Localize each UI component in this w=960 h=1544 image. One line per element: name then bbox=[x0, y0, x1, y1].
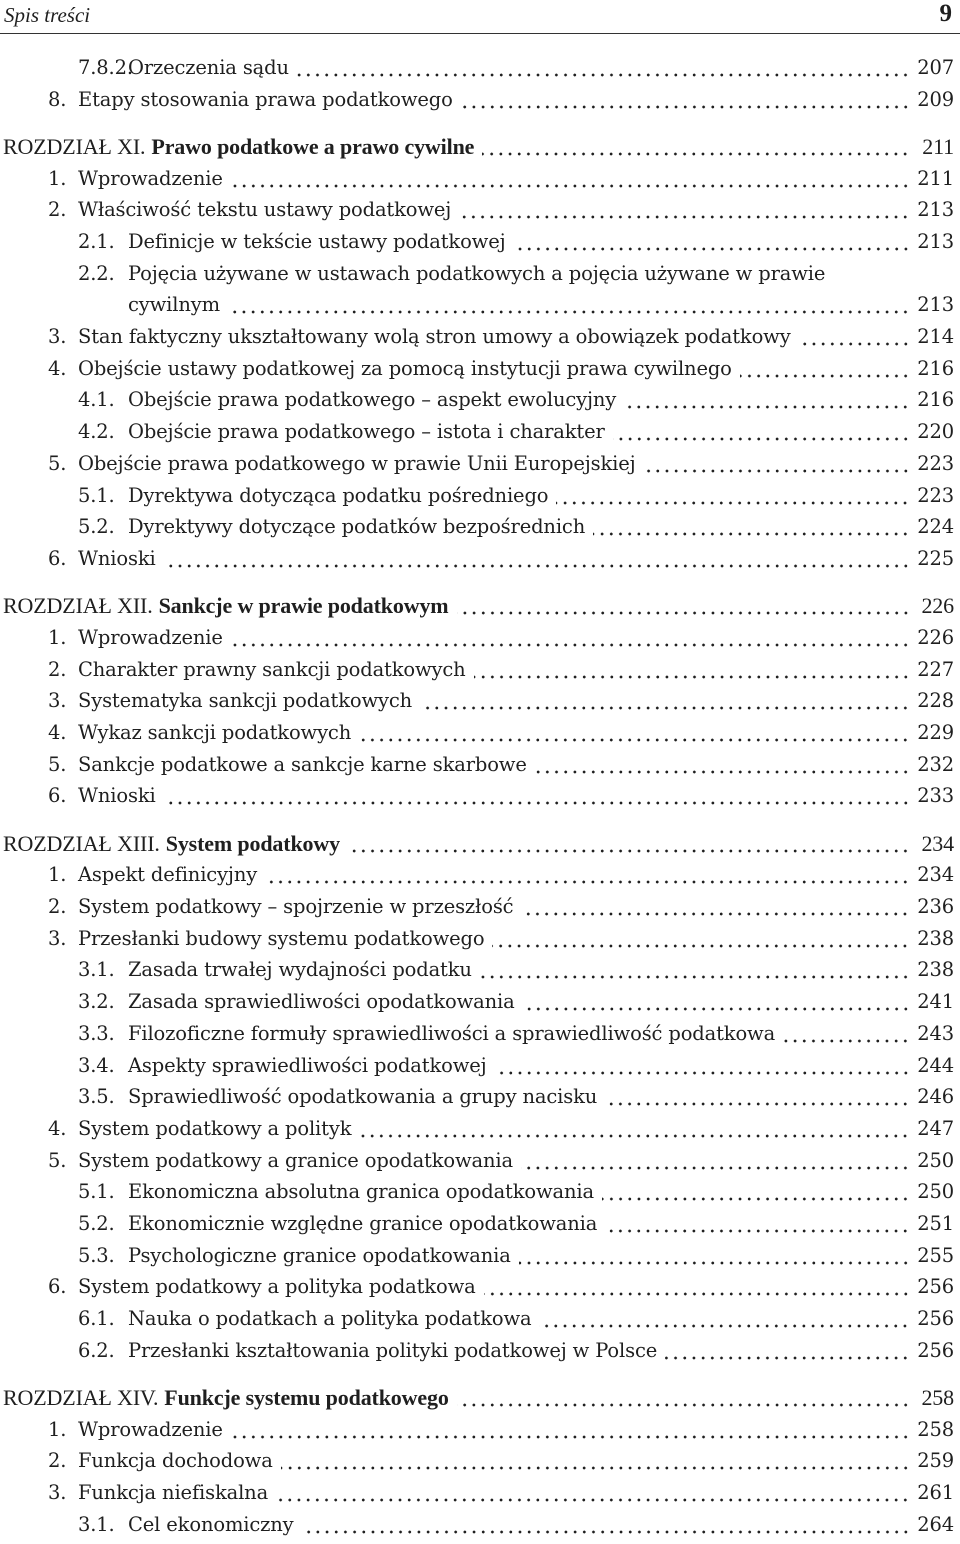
toc-entry-title: Przesłanki budowy systemu podatkowego bbox=[78, 927, 485, 950]
toc-entry-title: cywilnym bbox=[128, 293, 220, 316]
toc-page-number: 207 bbox=[917, 56, 954, 79]
toc-entry bbox=[0, 163, 960, 195]
toc-entry-title: Wnioski bbox=[78, 547, 156, 570]
toc-page-number: 227 bbox=[917, 658, 954, 681]
toc-entry-title: Charakter prawny sankcji podatkowych bbox=[78, 658, 466, 681]
toc-entry-title: System podatkowy a polityka podatkowa bbox=[78, 1275, 476, 1298]
toc-page-number: 236 bbox=[917, 895, 954, 918]
dot-leader bbox=[482, 152, 910, 156]
header-divider bbox=[0, 33, 960, 34]
toc-entry-title: Cel ekonomiczny bbox=[128, 1513, 294, 1536]
dot-leader bbox=[359, 738, 910, 742]
toc-page-number: 229 bbox=[917, 721, 954, 744]
dot-leader bbox=[492, 944, 910, 948]
toc-entry-title: Filozoficzne formuły sprawiedliwości a sprawiedliwość podatkowa bbox=[128, 1022, 776, 1045]
toc-entry-number: 7.8.2. bbox=[78, 56, 133, 79]
dot-leader bbox=[605, 1102, 910, 1106]
toc-entry-number: ROZDZIAŁ XIV. bbox=[3, 1385, 159, 1410]
toc-page-number: 226 bbox=[921, 593, 954, 618]
toc-entry bbox=[0, 226, 960, 258]
toc-entry bbox=[0, 1145, 960, 1177]
toc-entry-number: 3.2. bbox=[78, 990, 115, 1013]
toc-page-number: 213 bbox=[917, 198, 954, 221]
toc-entry-number: 3. bbox=[48, 1481, 67, 1504]
toc-entry bbox=[0, 1509, 960, 1541]
toc-entry-number: 6. bbox=[48, 547, 67, 570]
dot-leader bbox=[783, 1039, 910, 1043]
toc-entry-title: Ekonomiczna absolutna granica opodatkowania bbox=[128, 1180, 594, 1203]
toc-entry-title: Wykaz sankcji podatkowych bbox=[78, 721, 352, 744]
toc-entry-number: 2. bbox=[48, 895, 67, 918]
dot-leader bbox=[459, 215, 910, 219]
toc-entry bbox=[0, 1176, 960, 1208]
toc-entry-title: Nauka o podatkach a polityka podatkowa bbox=[128, 1307, 532, 1330]
toc-entry-number: 6.2. bbox=[78, 1339, 115, 1362]
toc-page-number: 258 bbox=[921, 1385, 954, 1410]
toc-chapter-heading bbox=[0, 590, 960, 622]
toc-entry-number: 4. bbox=[48, 1117, 67, 1140]
toc-page-number: 256 bbox=[917, 1339, 954, 1362]
toc-entry-title: Obejście ustawy podatkowej za pomocą instytucji prawa cywilnego bbox=[78, 357, 732, 380]
toc-entry-title: Funkcje systemu podatkowego bbox=[164, 1385, 449, 1410]
toc-entry-number: 6. bbox=[48, 1275, 67, 1298]
toc-entry-number: 1. bbox=[48, 863, 67, 886]
toc-entry bbox=[0, 685, 960, 717]
toc-page-number: 216 bbox=[917, 357, 954, 380]
toc-entry-number: 5.3. bbox=[78, 1244, 115, 1267]
dot-leader bbox=[539, 1324, 910, 1328]
toc-page-number: 234 bbox=[921, 831, 954, 856]
toc-page-number: 233 bbox=[917, 784, 954, 807]
toc-chapter-heading bbox=[0, 1382, 960, 1414]
toc-entry bbox=[0, 1018, 960, 1050]
dot-leader bbox=[613, 437, 910, 441]
toc-entry-title: Aspekty sprawiedliwości podatkowej bbox=[128, 1054, 487, 1077]
toc-entry bbox=[0, 1050, 960, 1082]
toc-entry-number: 3.3. bbox=[78, 1022, 115, 1045]
toc-page-number: 209 bbox=[917, 88, 954, 111]
toc-entry-title: Sankcje podatkowe a sankcje karne skarbowe bbox=[78, 753, 527, 776]
toc-entry bbox=[0, 543, 960, 575]
toc-entry bbox=[0, 717, 960, 749]
toc-page-number: 224 bbox=[917, 515, 954, 538]
toc-entry-title: Właściwość tekstu ustawy podatkowej bbox=[78, 198, 452, 221]
toc-page-number: 244 bbox=[917, 1054, 954, 1077]
toc-page-number: 223 bbox=[917, 452, 954, 475]
toc-entry-title: Wprowadzenie bbox=[78, 626, 223, 649]
toc-entry-number: 2. bbox=[48, 658, 67, 681]
toc-entry bbox=[0, 416, 960, 448]
dot-leader bbox=[228, 310, 910, 314]
toc-page-number: 232 bbox=[917, 753, 954, 776]
toc-entry-number: 3.4. bbox=[78, 1054, 115, 1077]
dot-leader bbox=[556, 501, 910, 505]
toc-entry-number: 5.1. bbox=[78, 484, 115, 507]
dot-leader bbox=[461, 105, 910, 109]
toc-entry-title: Orzeczenia sądu bbox=[128, 56, 289, 79]
dot-leader bbox=[359, 1134, 910, 1138]
dot-leader bbox=[535, 770, 910, 774]
toc-entry bbox=[0, 923, 960, 955]
toc-page-number: 238 bbox=[917, 927, 954, 950]
toc-entry-number: 4.1. bbox=[78, 388, 115, 411]
toc-entry-number: 1. bbox=[48, 167, 67, 190]
toc-page-number: 223 bbox=[917, 484, 954, 507]
toc-entry-title: Funkcja dochodowa bbox=[78, 1449, 273, 1472]
running-title: Spis treści bbox=[4, 3, 91, 27]
toc-entry-title: Definicje w tekście ustawy podatkowej bbox=[128, 230, 506, 253]
dot-leader bbox=[523, 1007, 910, 1011]
toc-entry-title: Wprowadzenie bbox=[78, 1418, 223, 1441]
toc-entry-number: 3.1. bbox=[78, 958, 115, 981]
toc-entry-number: 3. bbox=[48, 325, 67, 348]
toc-page-number: 211 bbox=[917, 167, 954, 190]
toc-page-number: 216 bbox=[917, 388, 954, 411]
dot-leader bbox=[480, 975, 910, 979]
toc-page-number: 247 bbox=[917, 1117, 954, 1140]
toc-entry-number: 5. bbox=[48, 452, 67, 475]
toc-entry-title: Obejście prawa podatkowego – istota i charakter bbox=[128, 420, 605, 443]
toc-entry bbox=[0, 194, 960, 226]
toc-entry-title: Psychologiczne granice opodatkowania bbox=[128, 1244, 511, 1267]
page-number: 9 bbox=[939, 0, 952, 27]
dot-leader bbox=[484, 1292, 910, 1296]
toc-entry-number: 5. bbox=[48, 1149, 67, 1172]
dot-leader bbox=[231, 643, 910, 647]
toc-page-number: 246 bbox=[917, 1085, 954, 1108]
toc-entry-title: Prawo podatkowe a prawo cywilne bbox=[151, 134, 475, 159]
toc-entry-title: System podatkowy a polityk bbox=[78, 1117, 352, 1140]
toc-page-number: 213 bbox=[917, 293, 954, 316]
toc-entry bbox=[0, 1303, 960, 1335]
toc-chapter-heading bbox=[0, 828, 960, 860]
toc-page-number: 256 bbox=[917, 1275, 954, 1298]
toc-page-number: 213 bbox=[917, 230, 954, 253]
toc-entry bbox=[0, 859, 960, 891]
page-header bbox=[0, 0, 960, 34]
toc-entry-number: 5.2. bbox=[78, 515, 115, 538]
toc-entry-title: Systematyka sankcji podatkowych bbox=[78, 689, 413, 712]
toc-entry bbox=[0, 780, 960, 812]
toc-entry-number: 2. bbox=[48, 1449, 67, 1472]
toc-entry bbox=[0, 1335, 960, 1367]
toc-entry-title: Dyrektywy dotyczące podatków bezpośrednich bbox=[128, 515, 586, 538]
toc-page-number: 241 bbox=[917, 990, 954, 1013]
toc-entry-title: System podatkowy a granice opodatkowania bbox=[78, 1149, 513, 1172]
toc-page-number: 264 bbox=[917, 1513, 954, 1536]
toc-entry bbox=[0, 511, 960, 543]
toc-entry-number: ROZDZIAŁ XII. bbox=[3, 593, 153, 618]
toc-entry-number: 2.2. bbox=[78, 262, 115, 285]
toc-entry-number: 1. bbox=[48, 626, 67, 649]
toc-entry bbox=[0, 1271, 960, 1303]
dot-leader bbox=[740, 374, 910, 378]
dot-leader bbox=[514, 247, 911, 251]
dot-leader bbox=[420, 706, 910, 710]
dot-leader bbox=[457, 611, 911, 615]
toc-entry-title: Wprowadzenie bbox=[78, 167, 223, 190]
toc-page-number: 251 bbox=[917, 1212, 954, 1235]
toc-chapter-heading bbox=[0, 131, 960, 163]
toc-entry bbox=[0, 749, 960, 781]
toc-page-number: 261 bbox=[917, 1481, 954, 1504]
toc-entry bbox=[0, 321, 960, 353]
toc-entry-title: Sprawiedliwość opodatkowania a grupy nacisku bbox=[128, 1085, 598, 1108]
dot-leader bbox=[231, 184, 910, 188]
toc-page-number: 250 bbox=[917, 1180, 954, 1203]
toc-page-number: 226 bbox=[917, 626, 954, 649]
toc-entry-number: ROZDZIAŁ XIII. bbox=[3, 831, 160, 856]
toc-page-number: 234 bbox=[917, 863, 954, 886]
toc-entry-number: 4. bbox=[48, 357, 67, 380]
toc-entry bbox=[0, 384, 960, 416]
toc-entry-number: 5. bbox=[48, 753, 67, 776]
toc-entry bbox=[0, 891, 960, 923]
toc-entry bbox=[0, 448, 960, 480]
toc-entry-number: 5.2. bbox=[78, 1212, 115, 1235]
toc-page-number: 211 bbox=[922, 134, 954, 159]
toc-entry-number: 3. bbox=[48, 927, 67, 950]
dot-leader bbox=[297, 73, 910, 77]
toc-page-number: 243 bbox=[917, 1022, 954, 1045]
dot-leader bbox=[265, 880, 910, 884]
toc-entry bbox=[0, 258, 960, 290]
toc-entry bbox=[0, 353, 960, 385]
toc-page-number: 258 bbox=[917, 1418, 954, 1441]
toc-entry-number: 6. bbox=[48, 784, 67, 807]
toc-entry-title: Ekonomicznie względne granice opodatkowania bbox=[128, 1212, 598, 1235]
toc-entry bbox=[0, 1477, 960, 1509]
dot-leader bbox=[164, 564, 910, 568]
toc-entry-title: Wnioski bbox=[78, 784, 156, 807]
toc-entry-title: Obejście prawa podatkowego w prawie Unii Europejskiej bbox=[78, 452, 636, 475]
dot-leader bbox=[457, 1403, 910, 1407]
toc-entry bbox=[0, 289, 960, 321]
toc-entry-title: Stan faktyczny ukształtowany wolą stron umowy a obowiązek podatkowy bbox=[78, 325, 791, 348]
toc-entry-number: 3. bbox=[48, 689, 67, 712]
dot-leader bbox=[799, 342, 910, 346]
toc-entry-number: 3.1. bbox=[78, 1513, 115, 1536]
toc-entry-title: Etapy stosowania prawa podatkowego bbox=[78, 88, 453, 111]
toc-entry-title: Zasada sprawiedliwości opodatkowania bbox=[128, 990, 515, 1013]
toc-page-number: 238 bbox=[917, 958, 954, 981]
dot-leader bbox=[593, 532, 910, 536]
toc-entry-number: 2. bbox=[48, 198, 67, 221]
dot-leader bbox=[605, 1229, 910, 1233]
toc-page-number: 228 bbox=[917, 689, 954, 712]
toc-page-number: 225 bbox=[917, 547, 954, 570]
dot-leader bbox=[281, 1466, 910, 1470]
toc-entry bbox=[0, 1208, 960, 1240]
toc-entry-title: Aspekt definicyjny bbox=[78, 863, 258, 886]
toc-entry-number: 3.5. bbox=[78, 1085, 115, 1108]
dot-leader bbox=[276, 1498, 910, 1502]
toc-entry-title: Funkcja niefiskalna bbox=[78, 1481, 269, 1504]
toc-page-number: 220 bbox=[917, 420, 954, 443]
toc-entry bbox=[0, 622, 960, 654]
toc-entry bbox=[0, 954, 960, 986]
toc-entry-title: System podatkowy – spojrzenie w przeszłość bbox=[78, 895, 514, 918]
dot-leader bbox=[521, 1166, 910, 1170]
toc-entry-number: 5.1. bbox=[78, 1180, 115, 1203]
toc-entry bbox=[0, 52, 960, 84]
dot-leader bbox=[302, 1530, 910, 1534]
toc-page-number: 255 bbox=[917, 1244, 954, 1267]
toc-entry bbox=[0, 480, 960, 512]
toc-entry-title: Zasada trwałej wydajności podatku bbox=[128, 958, 472, 981]
toc-entry-title: Przesłanki kształtowania polityki podatkowej w Polsce bbox=[128, 1339, 658, 1362]
toc-entry bbox=[0, 986, 960, 1018]
dot-leader bbox=[602, 1197, 910, 1201]
toc-entry-number: 8. bbox=[48, 88, 67, 111]
dot-leader bbox=[624, 405, 910, 409]
toc-entry bbox=[0, 1414, 960, 1446]
toc-page-number: 214 bbox=[917, 325, 954, 348]
dot-leader bbox=[521, 912, 910, 916]
toc-page-number: 256 bbox=[917, 1307, 954, 1330]
toc-page-number: 259 bbox=[917, 1449, 954, 1472]
toc-entry bbox=[0, 84, 960, 116]
toc-entry-title: Pojęcia używane w ustawach podatkowych a pojęcia używane w prawie bbox=[128, 262, 826, 285]
toc-entry-number: ROZDZIAŁ XI. bbox=[3, 134, 146, 159]
toc-entry-number: 1. bbox=[48, 1418, 67, 1441]
toc-entry-number: 6.1. bbox=[78, 1307, 115, 1330]
dot-leader bbox=[495, 1071, 910, 1075]
toc-entry bbox=[0, 1240, 960, 1272]
dot-leader bbox=[519, 1261, 910, 1265]
dot-leader bbox=[164, 801, 910, 805]
toc-entry-title: Dyrektywa dotycząca podatku pośredniego bbox=[128, 484, 549, 507]
dot-leader bbox=[348, 849, 910, 853]
toc-entry-number: 2.1. bbox=[78, 230, 115, 253]
dot-leader bbox=[644, 469, 910, 473]
toc-entry bbox=[0, 654, 960, 686]
toc-page-number: 250 bbox=[917, 1149, 954, 1172]
dot-leader bbox=[231, 1435, 910, 1439]
toc-entry-title: Obejście prawa podatkowego – aspekt ewolucyjny bbox=[128, 388, 617, 411]
toc-entry bbox=[0, 1081, 960, 1113]
toc-entry-title: Sankcje w prawie podatkowym bbox=[158, 593, 449, 618]
toc-entry bbox=[0, 1445, 960, 1477]
dot-leader bbox=[474, 675, 910, 679]
toc-entry-title: System podatkowy bbox=[165, 831, 340, 856]
dot-leader bbox=[665, 1356, 910, 1360]
toc-entry bbox=[0, 1113, 960, 1145]
toc-entry-number: 4.2. bbox=[78, 420, 115, 443]
toc-entry-number: 4. bbox=[48, 721, 67, 744]
